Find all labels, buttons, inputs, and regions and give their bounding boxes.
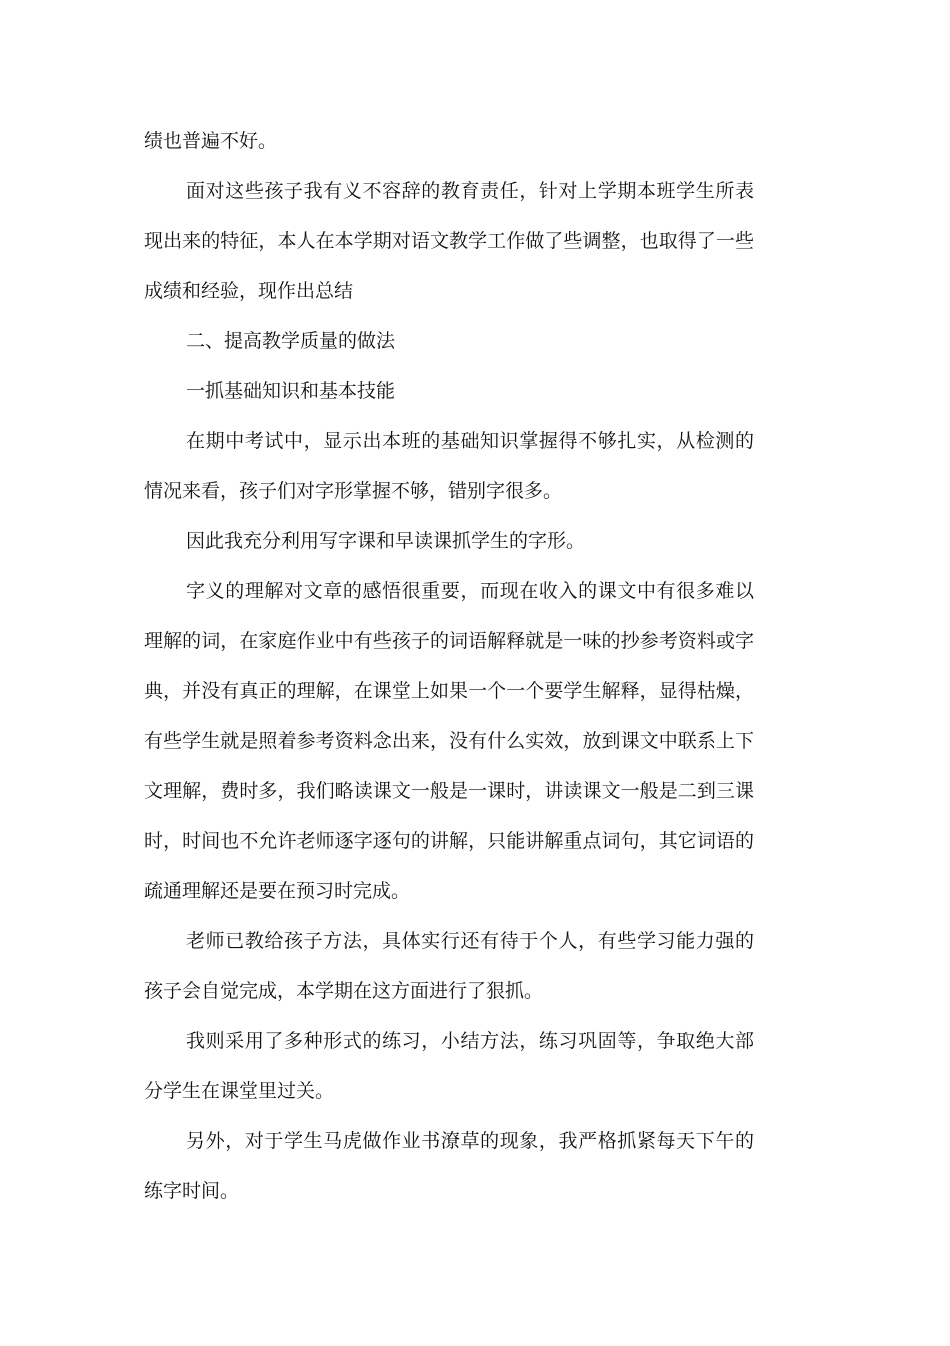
paragraph-10: 另外，对于学生马虎做作业书潦草的现象，我严格抓紧每天下午的练字时间。 bbox=[144, 1130, 754, 1202]
paragraph-7: 字义的理解对文章的感悟很重要，而现在收入的课文中有很多难以理解的词，在家庭作业中有些孩子的词语解释就是一味的抄参考资料或字典，并没有真正的理解，在课堂上如果一个一个要学生解释，显得枯燥，有些学生就是照着参考资料念出来，没有什么实效，放到课文中联系上下文理解，费时多，我们略读课文一般是一课时，讲读课文一般是二到三课时，时间也不允许老师逐字逐句的讲解，只能讲解重点词句，其它词语的疏通理解还是要在预习时完成。 bbox=[144, 580, 754, 902]
paragraph-1: 绩也普遍不好。 bbox=[144, 130, 278, 152]
document-body bbox=[144, 116, 754, 1216]
paragraph-8: 老师已教给孩子方法，具体实行还有待于个人，有些学习能力强的孩子会自觉完成，本学期在这方面进行了狠抓。 bbox=[144, 930, 754, 1002]
paragraph-9: 我则采用了多种形式的练习，小结方法，练习巩固等，争取绝大部分学生在课堂里过关。 bbox=[144, 1030, 754, 1102]
sub-heading: 一抓基础知识和基本技能 bbox=[186, 380, 396, 402]
paragraph-5: 在期中考试中，显示出本班的基础知识掌握得不够扎实，从检测的情况来看，孩子们对字形掌握不够，错别字很多。 bbox=[144, 430, 754, 502]
section-heading: 二、提高教学质量的做法 bbox=[186, 330, 396, 352]
paragraph-6: 因此我充分利用写字课和早读课抓学生的字形。 bbox=[186, 530, 586, 552]
paragraph-2: 面对这些孩子我有义不容辞的教育责任，针对上学期本班学生所表现出来的特征，本人在本学期对语文教学工作做了些调整，也取得了一些成绩和经验，现作出总结 bbox=[144, 180, 754, 302]
